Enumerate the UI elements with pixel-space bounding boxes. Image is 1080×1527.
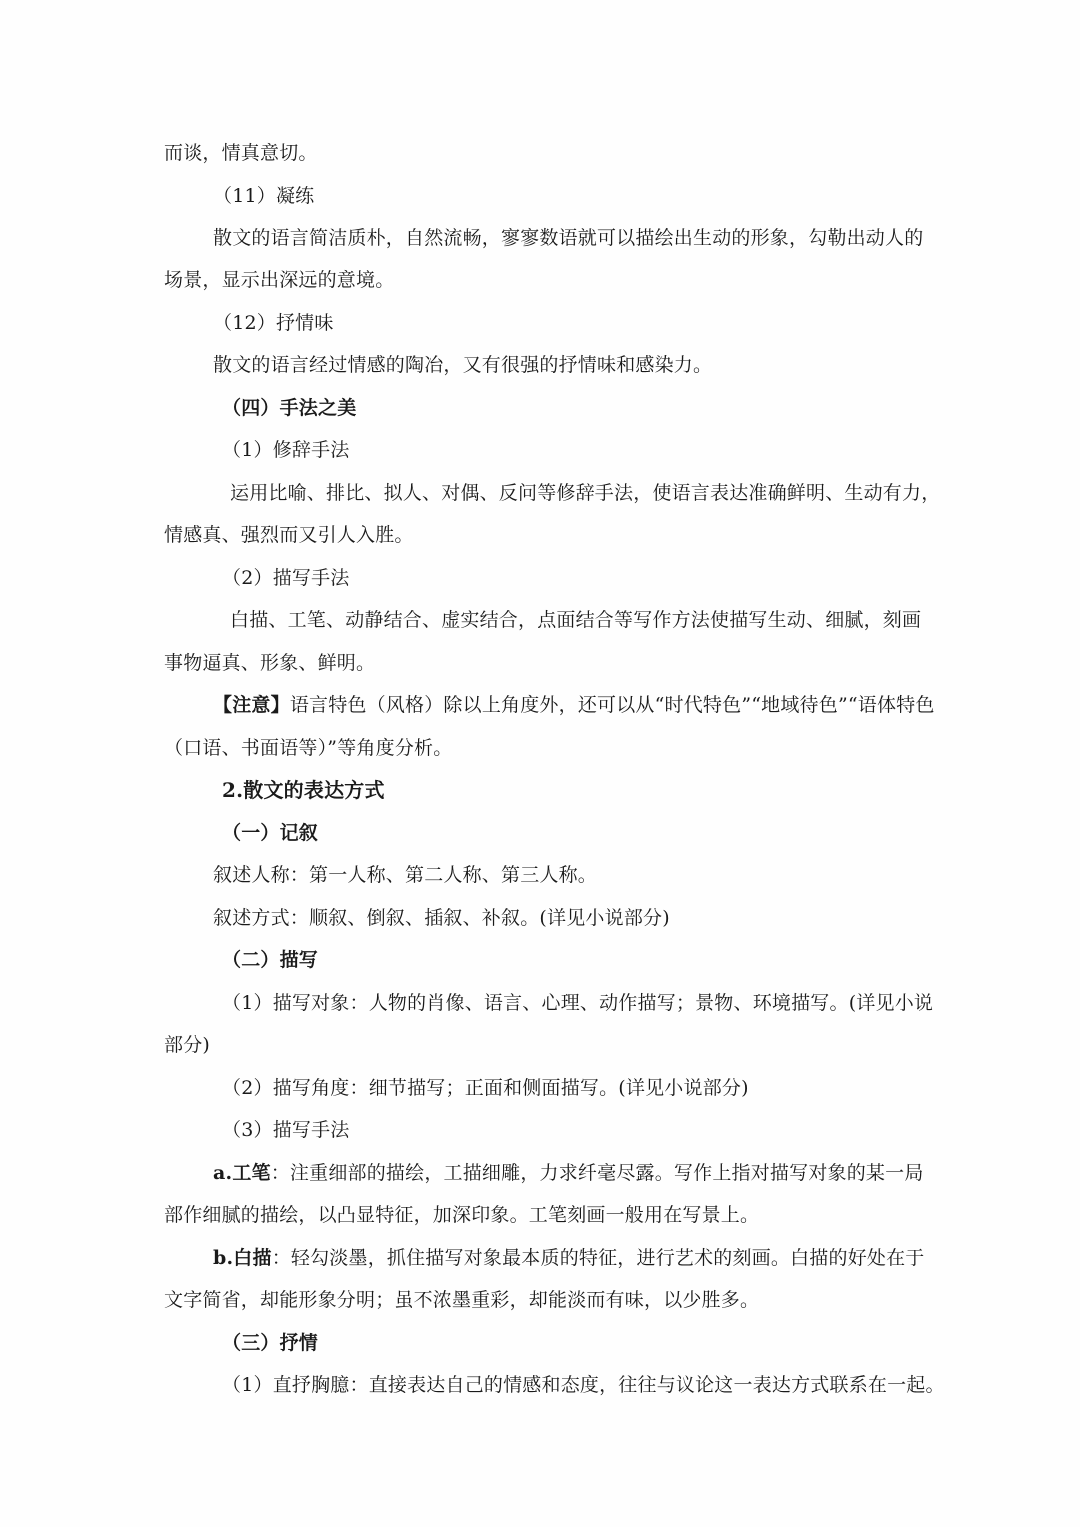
paragraph-line: （1）直抒胸臆：直接表达自己的情感和态度，往往与议论这一表达方式联系在一起。 — [222, 1374, 945, 1396]
subheading-rhetoric: （1）修辞手法 — [222, 439, 350, 461]
text-line: 而谈，情真意切。 — [164, 142, 318, 164]
note-label: 【注意】 — [213, 694, 290, 716]
paragraph-line: （1）描写对象：人物的肖像、语言、心理、动作描写；景物、环境描写。(详见小说 — [222, 992, 934, 1014]
paragraph-line: 白描、工笔、动静结合、虚实结合，点面结合等写作方法使描写生动、细腻，刻画 — [230, 609, 922, 631]
paragraph-line: 运用比喻、排比、拟人、对偶、反问等修辞手法，使语言表达准确鲜明、生动有力， — [230, 482, 941, 504]
term-gongbi: a.工笔 — [213, 1162, 271, 1184]
section-heading-technique: （四）手法之美 — [222, 397, 357, 419]
paragraph-line: 情感真、强烈而又引人入胜。 — [164, 524, 414, 546]
note-line — [213, 693, 935, 717]
note-text: 语言特色（风格）除以上角度外，还可以从“时代特色”“地域待色”“语体特色 — [289, 694, 935, 716]
section-heading-description: （二）描写 — [222, 949, 319, 971]
paragraph-line — [213, 1161, 924, 1185]
subheading-lyrical: （12）抒情味 — [213, 312, 334, 334]
section-heading-narration: （一）记叙 — [222, 822, 319, 844]
paragraph-line: （口语、书面语等）”等角度分析。 — [164, 737, 453, 759]
subheading-description-technique: （2）描写手法 — [222, 567, 350, 589]
paragraph-line: 散文的语言经过情感的陶冶，又有很强的抒情味和感染力。 — [213, 354, 713, 376]
paragraph-line: 部作细腻的描绘，以凸显特征，加深印象。工笔刻画一般用在写景上。 — [164, 1204, 760, 1226]
term-baimiao: b.白描 — [213, 1247, 272, 1269]
paragraph-line — [213, 1246, 925, 1270]
term-baimiao-text: ：轻勾淡墨，抓住描写对象最本质的特征，进行艺术的刻画。白描的好处在于 — [271, 1247, 925, 1269]
paragraph-line: 场景，显示出深远的意境。 — [164, 269, 395, 291]
paragraph-line: 散文的语言简洁质朴，自然流畅，寥寥数语就可以描绘出生动的形象，勾勒出动人的 — [213, 227, 924, 249]
subheading-condensed: （11）凝练 — [213, 185, 315, 207]
paragraph-line: 文字简省，却能形象分明；虽不浓墨重彩，却能淡而有味，以少胜多。 — [164, 1289, 760, 1311]
paragraph-line: （2）描写角度：细节描写；正面和侧面描写。(详见小说部分) — [222, 1077, 749, 1099]
section-heading-lyric: （三）抒情 — [222, 1332, 319, 1354]
section-heading-expression: 2.散文的表达方式 — [222, 778, 385, 802]
paragraph-line: 叙述方式：顺叙、倒叙、插叙、补叙。(详见小说部分) — [213, 907, 670, 929]
paragraph-line: 叙述人称：第一人称、第二人称、第三人称。 — [213, 864, 598, 886]
term-gongbi-text: ：注重细部的描绘，工描细雕，力求纤毫尽露。写作上指对描写对象的某一局 — [270, 1162, 924, 1184]
subheading-description-method: （3）描写手法 — [222, 1119, 350, 1141]
paragraph-line: 部分) — [164, 1034, 211, 1056]
paragraph-line: 事物逼真、形象、鲜明。 — [164, 652, 376, 674]
